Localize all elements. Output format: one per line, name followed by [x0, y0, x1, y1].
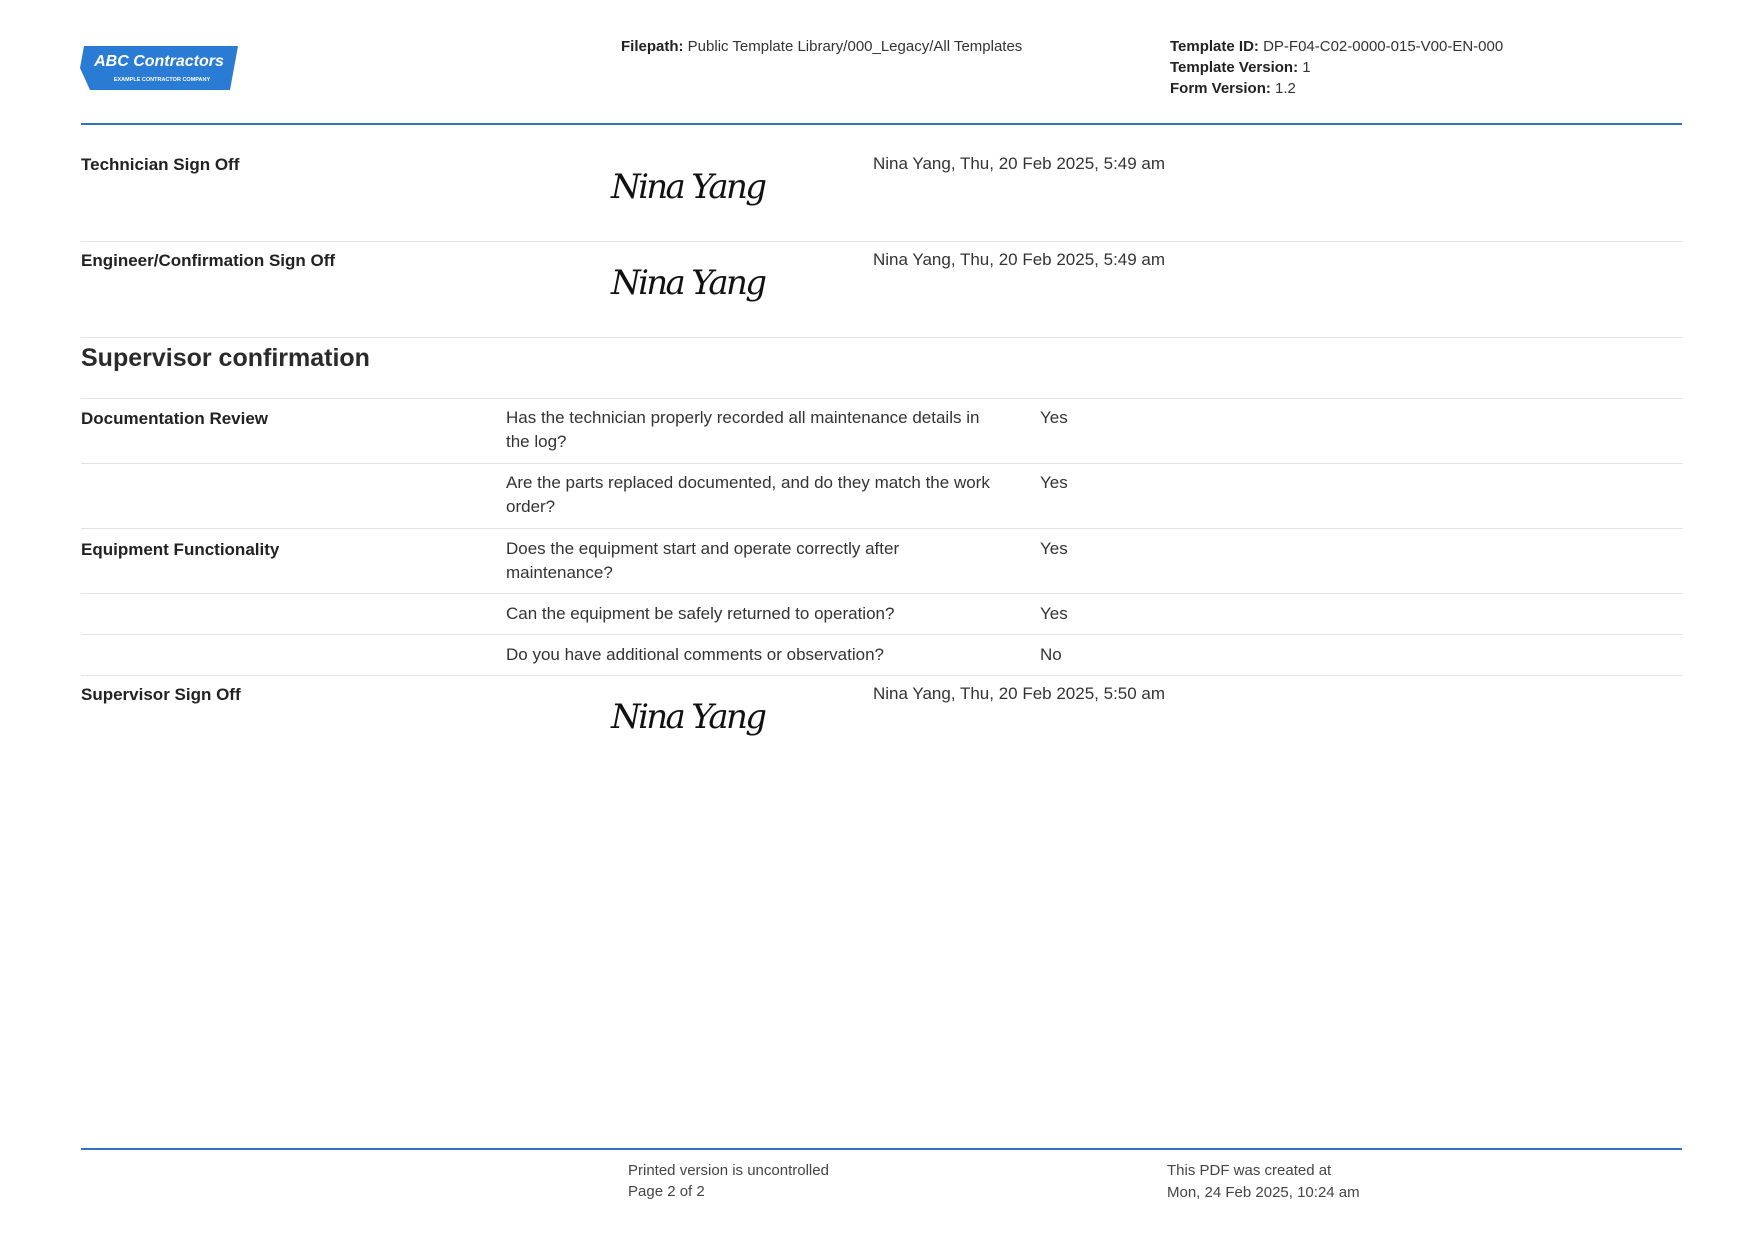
header-divider	[81, 123, 1682, 125]
answer: Yes	[1040, 604, 1068, 623]
answer: No	[1040, 645, 1062, 664]
divider	[81, 528, 1683, 529]
divider	[81, 463, 1683, 464]
answer: Yes	[1040, 473, 1068, 492]
footer-divider	[81, 1148, 1682, 1150]
template-id-value: DP-F04-C02-0000-015-V00-EN-000	[1263, 38, 1504, 55]
created-value: Mon, 24 Feb 2025, 10:24 am	[1167, 1184, 1360, 1201]
form-version	[1170, 78, 1503, 99]
question: Does the equipment start and operate correctly after maintenance?	[506, 539, 900, 582]
template-version	[1170, 57, 1503, 78]
template-meta	[1170, 36, 1503, 99]
signature-text: Nina Yang	[611, 697, 767, 737]
logo-subtitle: EXAMPLE CONTRACTOR COMPANY	[113, 77, 211, 83]
question: Has the technician properly recorded all maintenance details in the log?	[506, 408, 980, 451]
uncontrolled-notice: Printed version is uncontrolled	[628, 1162, 829, 1179]
question: Do you have additional comments or observation?	[506, 645, 884, 664]
template-version-label: Template Version:	[1170, 59, 1299, 76]
supervisor-signoff-label: Supervisor Sign Off	[81, 685, 241, 704]
page-number: Page 2 of 2	[628, 1183, 705, 1200]
answer: Yes	[1040, 408, 1068, 427]
divider	[81, 634, 1683, 635]
divider	[81, 593, 1683, 594]
filepath-label: Filepath:	[621, 38, 684, 55]
template-id	[1170, 36, 1503, 57]
template-version-value: 1	[1302, 59, 1311, 76]
divider	[81, 398, 1683, 399]
section-title: Supervisor confirmation	[81, 344, 370, 372]
form-version-value: 1.2	[1275, 80, 1296, 97]
divider	[81, 337, 1683, 338]
filepath	[621, 36, 1022, 57]
technician-signoff-meta: Nina Yang, Thu, 20 Feb 2025, 5:49 am	[873, 154, 1166, 173]
created-label: This PDF was created at	[1167, 1162, 1332, 1179]
engineer-signoff-meta: Nina Yang, Thu, 20 Feb 2025, 5:49 am	[873, 250, 1166, 269]
divider	[81, 241, 1683, 242]
technician-signoff-label: Technician Sign Off	[81, 155, 240, 174]
form-version-label: Form Version:	[1170, 80, 1271, 97]
question: Are the parts replaced documented, and do they match the work order?	[506, 473, 990, 516]
row-label-equipment-functionality: Equipment Functionality	[81, 540, 280, 559]
engineer-signoff-label: Engineer/Confirmation Sign Off	[81, 251, 336, 270]
engineer-signature-image	[607, 256, 777, 316]
question: Can the equipment be safely returned to operation?	[506, 604, 895, 623]
footer-created	[1167, 1160, 1360, 1203]
divider	[81, 675, 1683, 676]
technician-signature-image	[607, 160, 777, 220]
template-id-label: Template ID:	[1170, 38, 1259, 55]
signature-text: Nina Yang	[611, 263, 767, 303]
signature-text: Nina Yang	[611, 167, 767, 207]
supervisor-signature-image	[607, 690, 777, 750]
company-logo	[80, 44, 242, 94]
logo-title: ABC Contractors	[94, 53, 224, 70]
row-label-documentation-review: Documentation Review	[81, 409, 269, 428]
answer: Yes	[1040, 539, 1068, 558]
filepath-value: Public Template Library/000_Legacy/All Templates	[687, 38, 1023, 55]
footer-page-info	[628, 1160, 829, 1202]
supervisor-signoff-meta: Nina Yang, Thu, 20 Feb 2025, 5:50 am	[873, 684, 1166, 703]
